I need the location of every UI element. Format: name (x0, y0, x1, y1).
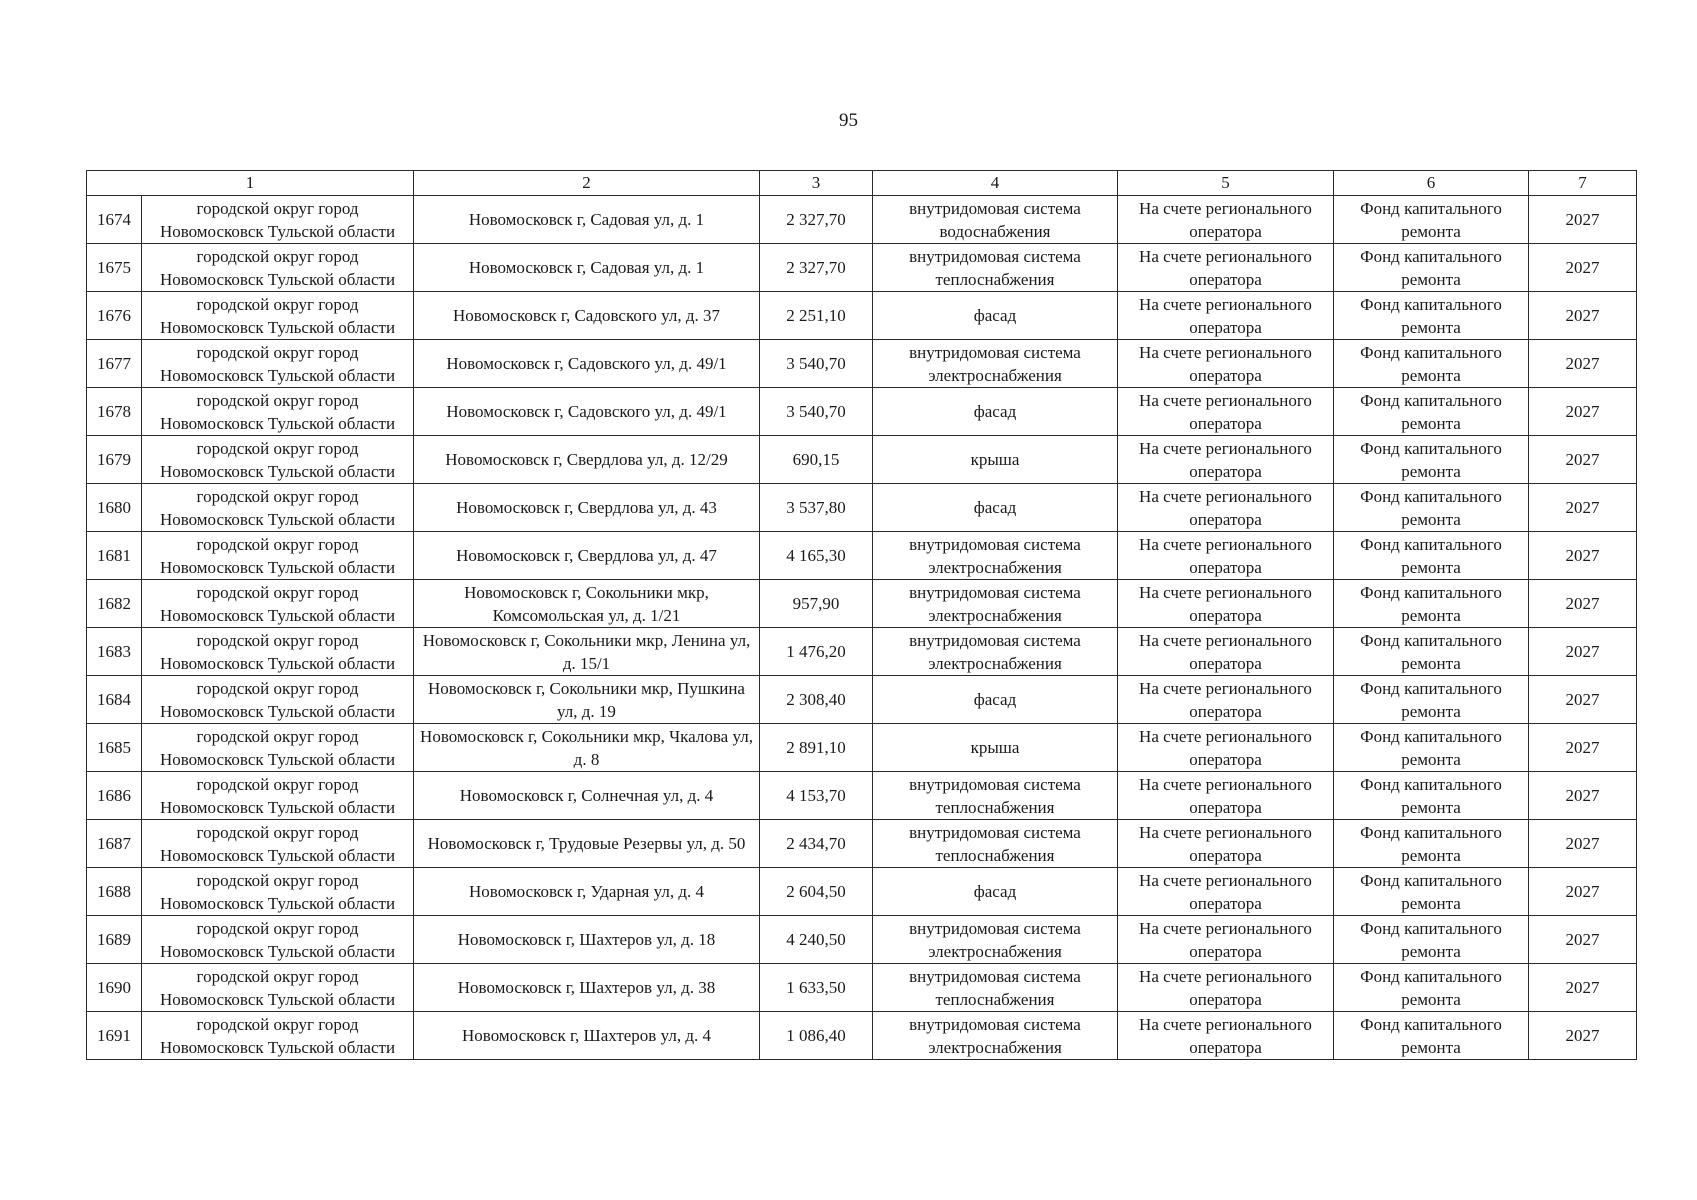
area-cell: 4 153,70 (760, 772, 873, 820)
year-cell: 2027 (1529, 1012, 1637, 1060)
municipality-cell (142, 484, 414, 532)
area-cell: 957,90 (760, 580, 873, 628)
funding-source-cell: Фонд капитального ремонта (1334, 820, 1529, 868)
address-cell: Новомосковск г, Садовая ул, д. 1 (414, 196, 760, 244)
area-cell: 1 086,40 (760, 1012, 873, 1060)
work-type-cell: крыша (873, 724, 1118, 772)
municipality-line-2: Новомосковск Тульской области (159, 269, 396, 289)
address-cell: Новомосковск г, Свердлова ул, д. 43 (414, 484, 760, 532)
year-cell: 2027 (1529, 724, 1637, 772)
table-row (87, 820, 1637, 868)
table-row (87, 388, 1637, 436)
funding-source-cell: Фонд капитального ремонта (1334, 676, 1529, 724)
account-cell: На счете регионального оператора (1118, 1012, 1334, 1060)
municipality-cell (142, 340, 414, 388)
column-header-4: 4 (873, 171, 1118, 196)
row-number: 1684 (87, 676, 142, 724)
municipality-line-1: городской округ город (196, 630, 359, 650)
municipality-cell (142, 436, 414, 484)
work-type-cell: фасад (873, 388, 1118, 436)
row-number: 1686 (87, 772, 142, 820)
municipality-line-2: Новомосковск Тульской области (159, 317, 396, 337)
municipality-line-2: Новомосковск Тульской области (159, 653, 396, 673)
municipality-line-2: Новомосковск Тульской области (159, 797, 396, 817)
municipality-cell (142, 820, 414, 868)
year-cell: 2027 (1529, 964, 1637, 1012)
area-cell: 2 327,70 (760, 244, 873, 292)
address-cell: Новомосковск г, Сокольники мкр, Комсомольская ул, д. 1/21 (414, 580, 760, 628)
area-cell: 4 165,30 (760, 532, 873, 580)
municipality-line-2: Новомосковск Тульской области (159, 701, 396, 721)
municipality-line-1: городской округ город (196, 534, 359, 554)
municipality-cell (142, 580, 414, 628)
municipality-line-1: городской округ город (196, 726, 359, 746)
year-cell: 2027 (1529, 628, 1637, 676)
year-cell: 2027 (1529, 484, 1637, 532)
row-number: 1687 (87, 820, 142, 868)
area-cell: 2 434,70 (760, 820, 873, 868)
table-row (87, 628, 1637, 676)
municipality-line-2: Новомосковск Тульской области (159, 509, 396, 529)
header-row (87, 171, 1637, 196)
row-number: 1678 (87, 388, 142, 436)
account-cell: На счете регионального оператора (1118, 820, 1334, 868)
table-row (87, 436, 1637, 484)
account-cell: На счете регионального оператора (1118, 772, 1334, 820)
municipality-line-1: городской округ город (196, 342, 359, 362)
municipality-line-1: городской округ город (196, 1014, 359, 1034)
municipality-cell (142, 964, 414, 1012)
table-body (87, 196, 1637, 1060)
address-cell: Новомосковск г, Сокольники мкр, Пушкина ул, д. 19 (414, 676, 760, 724)
funding-source-cell: Фонд капитального ремонта (1334, 580, 1529, 628)
work-type-cell: внутридомовая система водоснабжения (873, 196, 1118, 244)
municipality-line-2: Новомосковск Тульской области (159, 221, 396, 241)
municipality-line-2: Новомосковск Тульской области (159, 413, 396, 433)
municipality-cell (142, 628, 414, 676)
address-cell: Новомосковск г, Сокольники мкр, Чкалова ул, д. 8 (414, 724, 760, 772)
row-number: 1690 (87, 964, 142, 1012)
municipality-cell (142, 868, 414, 916)
municipality-line-1: городской округ город (196, 198, 359, 218)
table-row (87, 868, 1637, 916)
column-header-1: 1 (87, 171, 414, 196)
row-number: 1685 (87, 724, 142, 772)
funding-source-cell: Фонд капитального ремонта (1334, 1012, 1529, 1060)
municipality-line-1: городской округ город (196, 438, 359, 458)
table-row (87, 340, 1637, 388)
column-header-5: 5 (1118, 171, 1334, 196)
address-cell: Новомосковск г, Свердлова ул, д. 12/29 (414, 436, 760, 484)
address-cell: Новомосковск г, Сокольники мкр, Ленина ул, д. 15/1 (414, 628, 760, 676)
table-row (87, 1012, 1637, 1060)
work-type-cell: внутридомовая система электроснабжения (873, 580, 1118, 628)
work-type-cell: внутридомовая система теплоснабжения (873, 244, 1118, 292)
address-cell: Новомосковск г, Солнечная ул, д. 4 (414, 772, 760, 820)
municipality-cell (142, 916, 414, 964)
account-cell: На счете регионального оператора (1118, 532, 1334, 580)
account-cell: На счете регионального оператора (1118, 628, 1334, 676)
account-cell: На счете регионального оператора (1118, 436, 1334, 484)
year-cell: 2027 (1529, 244, 1637, 292)
area-cell: 3 537,80 (760, 484, 873, 532)
work-type-cell: фасад (873, 676, 1118, 724)
funding-source-cell: Фонд капитального ремонта (1334, 292, 1529, 340)
municipality-line-2: Новомосковск Тульской области (159, 845, 396, 865)
table-row (87, 724, 1637, 772)
work-type-cell: внутридомовая система электроснабжения (873, 340, 1118, 388)
table-header (87, 171, 1637, 196)
funding-source-cell: Фонд капитального ремонта (1334, 484, 1529, 532)
row-number: 1683 (87, 628, 142, 676)
address-cell: Новомосковск г, Садовского ул, д. 49/1 (414, 388, 760, 436)
area-cell: 2 891,10 (760, 724, 873, 772)
municipality-line-1: городской округ город (196, 390, 359, 410)
work-type-cell: крыша (873, 436, 1118, 484)
municipality-line-2: Новомосковск Тульской области (159, 893, 396, 913)
funding-source-cell: Фонд капитального ремонта (1334, 196, 1529, 244)
row-number: 1680 (87, 484, 142, 532)
address-cell: Новомосковск г, Шахтеров ул, д. 38 (414, 964, 760, 1012)
table-row (87, 580, 1637, 628)
table-row (87, 484, 1637, 532)
area-cell: 2 327,70 (760, 196, 873, 244)
table-row (87, 244, 1637, 292)
row-number: 1675 (87, 244, 142, 292)
municipality-cell (142, 244, 414, 292)
funding-source-cell: Фонд капитального ремонта (1334, 916, 1529, 964)
municipality-cell (142, 772, 414, 820)
year-cell: 2027 (1529, 676, 1637, 724)
work-type-cell: внутридомовая система электроснабжения (873, 916, 1118, 964)
account-cell: На счете регионального оператора (1118, 916, 1334, 964)
area-cell: 3 540,70 (760, 340, 873, 388)
municipality-line-1: городской округ город (196, 774, 359, 794)
address-cell: Новомосковск г, Садовая ул, д. 1 (414, 244, 760, 292)
municipality-line-1: городской округ город (196, 822, 359, 842)
municipality-cell (142, 532, 414, 580)
municipality-line-1: городской округ город (196, 294, 359, 314)
address-cell: Новомосковск г, Свердлова ул, д. 47 (414, 532, 760, 580)
address-cell: Новомосковск г, Шахтеров ул, д. 18 (414, 916, 760, 964)
row-number: 1676 (87, 292, 142, 340)
account-cell: На счете регионального оператора (1118, 388, 1334, 436)
municipality-cell (142, 292, 414, 340)
work-type-cell: внутридомовая система электроснабжения (873, 628, 1118, 676)
row-number: 1682 (87, 580, 142, 628)
funding-source-cell: Фонд капитального ремонта (1334, 532, 1529, 580)
account-cell: На счете регионального оператора (1118, 340, 1334, 388)
municipality-cell (142, 676, 414, 724)
work-type-cell: внутридомовая система теплоснабжения (873, 964, 1118, 1012)
area-cell: 4 240,50 (760, 916, 873, 964)
year-cell: 2027 (1529, 196, 1637, 244)
work-type-cell: внутридомовая система теплоснабжения (873, 772, 1118, 820)
account-cell: На счете регионального оператора (1118, 580, 1334, 628)
row-number: 1688 (87, 868, 142, 916)
area-cell: 690,15 (760, 436, 873, 484)
area-cell: 2 308,40 (760, 676, 873, 724)
address-cell: Новомосковск г, Ударная ул, д. 4 (414, 868, 760, 916)
address-cell: Новомосковск г, Шахтеров ул, д. 4 (414, 1012, 760, 1060)
work-type-cell: внутридомовая система теплоснабжения (873, 820, 1118, 868)
area-cell: 1 633,50 (760, 964, 873, 1012)
funding-source-cell: Фонд капитального ремонта (1334, 724, 1529, 772)
work-type-cell: фасад (873, 292, 1118, 340)
year-cell: 2027 (1529, 820, 1637, 868)
municipality-line-1: городской округ город (196, 678, 359, 698)
funding-source-cell: Фонд капитального ремонта (1334, 628, 1529, 676)
table-row (87, 292, 1637, 340)
municipality-line-1: городской округ город (196, 870, 359, 890)
account-cell: На счете регионального оператора (1118, 484, 1334, 532)
year-cell: 2027 (1529, 532, 1637, 580)
column-header-3: 3 (760, 171, 873, 196)
year-cell: 2027 (1529, 868, 1637, 916)
municipality-cell (142, 1012, 414, 1060)
municipality-line-2: Новомосковск Тульской области (159, 1037, 396, 1057)
municipality-cell (142, 196, 414, 244)
municipality-line-2: Новомосковск Тульской области (159, 461, 396, 481)
repair-register-table (86, 170, 1637, 1060)
year-cell: 2027 (1529, 436, 1637, 484)
table-row (87, 196, 1637, 244)
account-cell: На счете регионального оператора (1118, 964, 1334, 1012)
area-cell: 3 540,70 (760, 388, 873, 436)
address-cell: Новомосковск г, Садовского ул, д. 37 (414, 292, 760, 340)
year-cell: 2027 (1529, 292, 1637, 340)
municipality-line-1: городской округ город (196, 246, 359, 266)
page-number: 95 (839, 110, 858, 131)
year-cell: 2027 (1529, 580, 1637, 628)
municipality-line-1: городской округ город (196, 918, 359, 938)
area-cell: 2 604,50 (760, 868, 873, 916)
column-header-2: 2 (414, 171, 760, 196)
municipality-cell (142, 388, 414, 436)
municipality-line-1: городской округ город (196, 486, 359, 506)
row-number: 1677 (87, 340, 142, 388)
row-number: 1689 (87, 916, 142, 964)
work-type-cell: внутридомовая система электроснабжения (873, 1012, 1118, 1060)
account-cell: На счете регионального оператора (1118, 868, 1334, 916)
column-header-7: 7 (1529, 171, 1637, 196)
year-cell: 2027 (1529, 916, 1637, 964)
year-cell: 2027 (1529, 388, 1637, 436)
municipality-line-2: Новомосковск Тульской области (159, 365, 396, 385)
row-number: 1679 (87, 436, 142, 484)
row-number: 1674 (87, 196, 142, 244)
table-row (87, 532, 1637, 580)
address-cell: Новомосковск г, Садовского ул, д. 49/1 (414, 340, 760, 388)
table-row (87, 964, 1637, 1012)
area-cell: 1 476,20 (760, 628, 873, 676)
table-row (87, 916, 1637, 964)
funding-source-cell: Фонд капитального ремонта (1334, 340, 1529, 388)
column-header-6: 6 (1334, 171, 1529, 196)
address-cell: Новомосковск г, Трудовые Резервы ул, д. 50 (414, 820, 760, 868)
funding-source-cell: Фонд капитального ремонта (1334, 388, 1529, 436)
municipality-line-2: Новомосковск Тульской области (159, 749, 396, 769)
account-cell: На счете регионального оператора (1118, 676, 1334, 724)
municipality-line-2: Новомосковск Тульской области (159, 941, 396, 961)
work-type-cell: фасад (873, 868, 1118, 916)
account-cell: На счете регионального оператора (1118, 724, 1334, 772)
municipality-line-2: Новомосковск Тульской области (159, 989, 396, 1009)
funding-source-cell: Фонд капитального ремонта (1334, 244, 1529, 292)
account-cell: На счете регионального оператора (1118, 292, 1334, 340)
funding-source-cell: Фонд капитального ремонта (1334, 772, 1529, 820)
row-number: 1691 (87, 1012, 142, 1060)
work-type-cell: внутридомовая система электроснабжения (873, 532, 1118, 580)
account-cell: На счете регионального оператора (1118, 244, 1334, 292)
account-cell: На счете регионального оператора (1118, 196, 1334, 244)
funding-source-cell: Фонд капитального ремонта (1334, 964, 1529, 1012)
municipality-cell (142, 724, 414, 772)
area-cell: 2 251,10 (760, 292, 873, 340)
funding-source-cell: Фонд капитального ремонта (1334, 436, 1529, 484)
work-type-cell: фасад (873, 484, 1118, 532)
year-cell: 2027 (1529, 772, 1637, 820)
table-row (87, 676, 1637, 724)
municipality-line-2: Новомосковск Тульской области (159, 557, 396, 577)
funding-source-cell: Фонд капитального ремонта (1334, 868, 1529, 916)
municipality-line-2: Новомосковск Тульской области (159, 605, 396, 625)
row-number: 1681 (87, 532, 142, 580)
table-row (87, 772, 1637, 820)
municipality-line-1: городской округ город (196, 582, 359, 602)
year-cell: 2027 (1529, 340, 1637, 388)
municipality-line-1: городской округ город (196, 966, 359, 986)
